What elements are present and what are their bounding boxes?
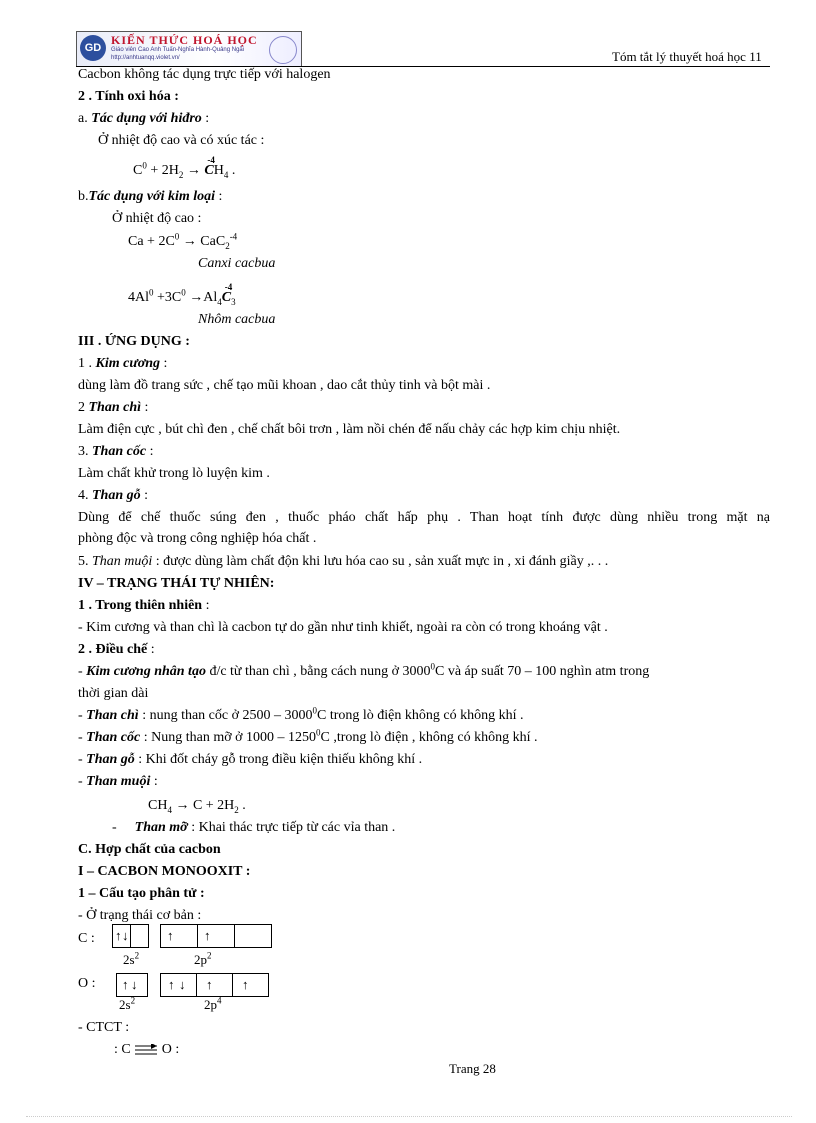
logo-emblem: GD	[80, 35, 106, 61]
oxygen-label: O :	[78, 976, 96, 991]
spin-down-icon: ↓	[131, 977, 138, 992]
page-number: Trang 28	[449, 1061, 496, 1076]
oxygen-2p-orbital	[160, 973, 269, 997]
text-line: - Than gỗ : Khi đốt cháy gỗ trong điều kiện thiếu không khí .	[78, 752, 423, 767]
text-line: - Kim cương nhân tạo đ/c từ than chì , bằng cách nung ở 3000$^0$C và áp suất 70 – 100 nghìn atm trong	[78, 661, 650, 679]
orbital-label: $2s^2$	[119, 995, 136, 1012]
spin-down-icon: ↓	[179, 977, 186, 992]
section-heading: I – CACBON MONOOXIT :	[78, 864, 251, 879]
subheading: 1 . Trong thiên nhiên :	[78, 598, 210, 613]
text-line: phòng độc và trong công nghiệp hóa chất .	[78, 531, 317, 546]
subheading-b: b.Tác dụng với kim loại :	[78, 189, 223, 204]
text-line: Cacbon không tác dụng trực tiếp với halogen	[78, 67, 331, 82]
carbon-2p-orbital	[160, 924, 272, 948]
subheading: 1 . Kim cương :	[78, 356, 168, 371]
carbon-2s-orbital	[112, 924, 149, 948]
spin-up-icon: ↑	[242, 977, 249, 992]
orbital-box	[116, 973, 148, 997]
text-line: Ở nhiệt độ cao :	[112, 211, 202, 226]
equation-4: $CH_4 \to C + 2H_2$ .	[148, 798, 246, 815]
compound-name: Canxi cacbua	[198, 256, 276, 271]
oxygen-2s-orbital	[116, 973, 148, 997]
orbital-box	[233, 973, 269, 997]
subheading: 2 Than chì :	[78, 400, 149, 415]
logo-url: http://anhtuanqq.violet.vn/	[111, 55, 180, 61]
text-line: - Than muội :	[78, 774, 158, 789]
orbital-box	[235, 924, 272, 948]
orbital-box	[198, 924, 235, 948]
carbon-label: C :	[78, 931, 95, 946]
orbital-box	[197, 973, 233, 997]
text-line: - Than mỡ : Khai thác trực tiếp từ các vỉa than .	[112, 820, 396, 835]
structural-formula: : C O :	[114, 1042, 180, 1057]
logo-title: KIẾN THỨC HOÁ HỌC	[111, 33, 258, 47]
section-heading: C. Hợp chất của cacbon	[78, 842, 221, 857]
orbital-box	[131, 924, 149, 948]
spin-up-icon: ↑	[122, 977, 129, 992]
section-heading: III . ỨNG DỤNG :	[78, 334, 190, 349]
triple-bond-icon	[134, 1044, 158, 1056]
text-line: Làm điện cực , bút chì đen , chế chất bôi trơn , làm nồi chén để nấu chảy các hợp kim chịu nhiệt.	[78, 422, 621, 437]
text-line: Dùng để chế thuốc súng đen , thuốc pháo chất hấp phụ . Than hoạt tính được dùng nhiều trong mặt nạ	[78, 510, 770, 525]
text-line: - CTCT :	[78, 1020, 130, 1035]
document-title: Tóm tắt lý thuyết hoá học 11	[612, 49, 762, 64]
subheading: 4. Than gỗ :	[78, 488, 149, 503]
section-heading: 2 . Tính oxi hóa :	[78, 89, 179, 104]
orbital-box	[160, 924, 198, 948]
orbital-box	[112, 924, 131, 948]
spin-up-icon: ↑	[204, 928, 211, 943]
spin-up-icon: ↑	[168, 977, 175, 992]
subheading: 1 – Cấu tạo phân tử :	[78, 886, 205, 901]
text-line: thời gian dài	[78, 686, 149, 701]
orbital-label: $2p^2$	[194, 950, 212, 967]
text-line: Làm chất khử trong lò luyện kim .	[78, 466, 270, 481]
orbital-box	[160, 973, 197, 997]
equation-2: $Ca + 2C^0 \to CaC_2^{-4}$	[128, 231, 238, 251]
text-line: - Ở trạng thái cơ bản :	[78, 908, 202, 923]
text-line: - Than cốc : Nung than mỡ ở 1000 – 1250$^0$C ,trong lò điện , không có không khí .	[78, 727, 538, 745]
text-line: dùng làm đồ trang sức , chế tạo mũi khoan , dao cắt thủy tinh và bột mài .	[78, 378, 491, 393]
text-line: 5. Than muội : được dùng làm chất độn khi lưu hóa cao su , sản xuất mực in , xi đánh giầy ,. . .	[78, 554, 609, 569]
text-line: - Than chì : nung than cốc ở 2500 – 3000$^0$C trong lò điện không có không khí .	[78, 705, 524, 723]
subheading-a: a. Tác dụng với hiđro :	[78, 111, 210, 126]
orbital-label: $2p^4$	[204, 995, 222, 1012]
spin-up-icon: ↑	[206, 977, 213, 992]
equation-1: $C^0 + 2H_2$ → -4 $CH_4$ .	[133, 155, 236, 180]
equation-3: $4Al^0 +3C^0 \to Al_4$ -4 $C_3$	[128, 282, 236, 307]
spin-up-icon: ↑	[115, 928, 122, 943]
logo-subtitle: Giáo viên Cao Anh Tuấn-Nghĩa Hành-Quảng Ngãi	[111, 47, 245, 53]
compound-name: Nhôm cacbua	[198, 312, 276, 327]
page-edge	[26, 1116, 792, 1117]
section-heading: IV – TRẠNG THÁI TỰ NHIÊN:	[78, 576, 275, 591]
spin-up-icon: ↑	[167, 928, 174, 943]
orbital-label: $2s^2$	[123, 950, 140, 967]
spin-down-icon: ↓	[122, 928, 129, 943]
text-line: Ở nhiệt độ cao và có xúc tác :	[98, 133, 265, 148]
subheading: 3. Than cốc :	[78, 444, 154, 459]
text-line: - Kim cương và than chì là cacbon tự do gần như tinh khiết, ngoài ra còn có trong khoáng vật .	[78, 620, 608, 635]
header-logo	[76, 31, 302, 67]
atom-icon	[269, 36, 297, 64]
subheading: 2 . Điều chế :	[78, 642, 155, 657]
